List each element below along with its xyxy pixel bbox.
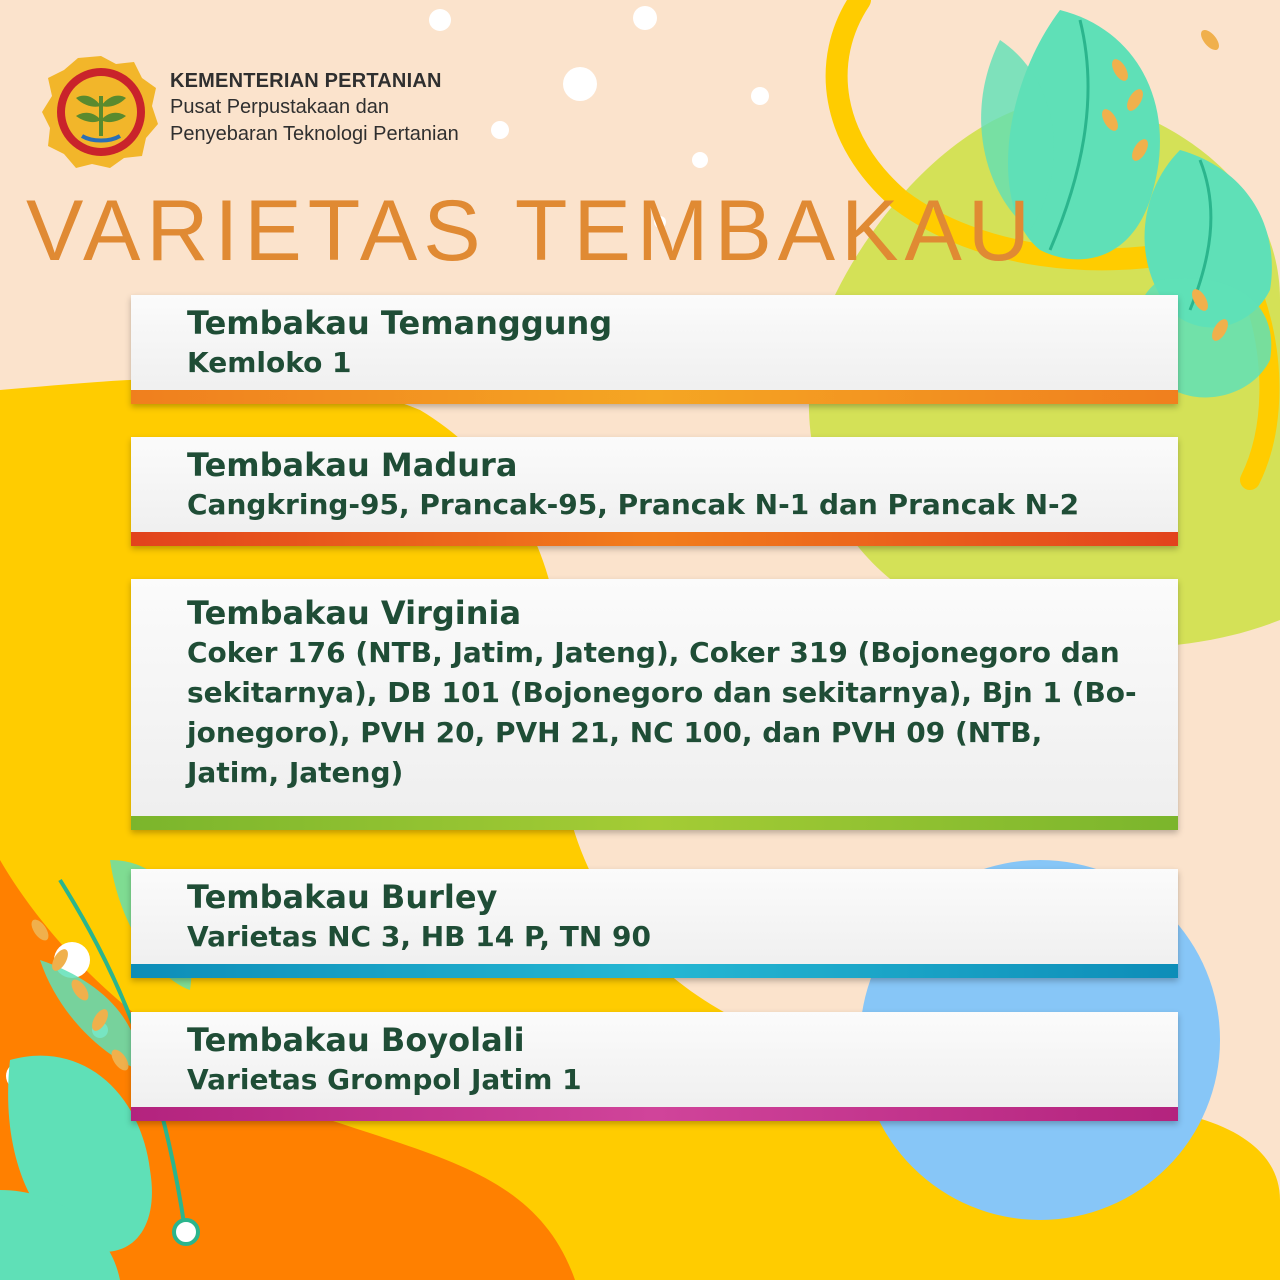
org-unit-line2: Penyebaran Teknologi Pertanian xyxy=(170,123,459,145)
variety-card-virginia xyxy=(131,579,1178,830)
org-unit-line1: Pusat Perpustakaan dan xyxy=(170,96,390,118)
variety-card-madura xyxy=(131,437,1178,546)
card-title: Tembakau Boyolali xyxy=(187,1021,525,1059)
ministry-logo xyxy=(42,54,160,168)
card-varieties: Varietas Grompol Jatim 1 xyxy=(187,1063,582,1096)
variety-card-burley xyxy=(131,869,1178,978)
card-title: Tembakau Temanggung xyxy=(187,304,613,342)
card-varieties: Coker 176 (NTB, Jatim, Jateng), Coker 319 (Bojonegoro dan sekitarnya), DB 101 (Bojonegoro dan sekitarnya), Bjn 1 (Bo-jonegoro), PVH 20, PVH 21, NC 100, dan PVH 09 (NTB, Jatim, Jateng) xyxy=(187,636,1137,789)
card-varieties: Varietas NC 3, HB 14 P, TN 90 xyxy=(187,920,651,953)
org-name: KEMENTERIAN PERTANIAN xyxy=(170,70,442,92)
card-varieties: Kemloko 1 xyxy=(187,346,352,379)
page-title: VARIETAS TEMBAKAU xyxy=(26,183,1036,279)
card-title: Tembakau Burley xyxy=(187,878,498,916)
ministry-emblem-icon xyxy=(42,54,160,168)
card-title: Tembakau Madura xyxy=(187,446,518,484)
card-varieties: Cangkring-95, Prancak-95, Prancak N-1 dan Prancak N-2 xyxy=(187,488,1080,521)
card-title: Tembakau Virginia xyxy=(187,594,522,632)
card-accent-bar xyxy=(131,532,1178,546)
card-accent-bar xyxy=(131,816,1178,830)
card-accent-bar xyxy=(131,964,1178,978)
variety-card-temanggung xyxy=(131,295,1178,404)
variety-card-boyolali xyxy=(131,1012,1178,1121)
card-accent-bar xyxy=(131,390,1178,404)
card-accent-bar xyxy=(131,1107,1178,1121)
organization-header xyxy=(170,68,459,148)
